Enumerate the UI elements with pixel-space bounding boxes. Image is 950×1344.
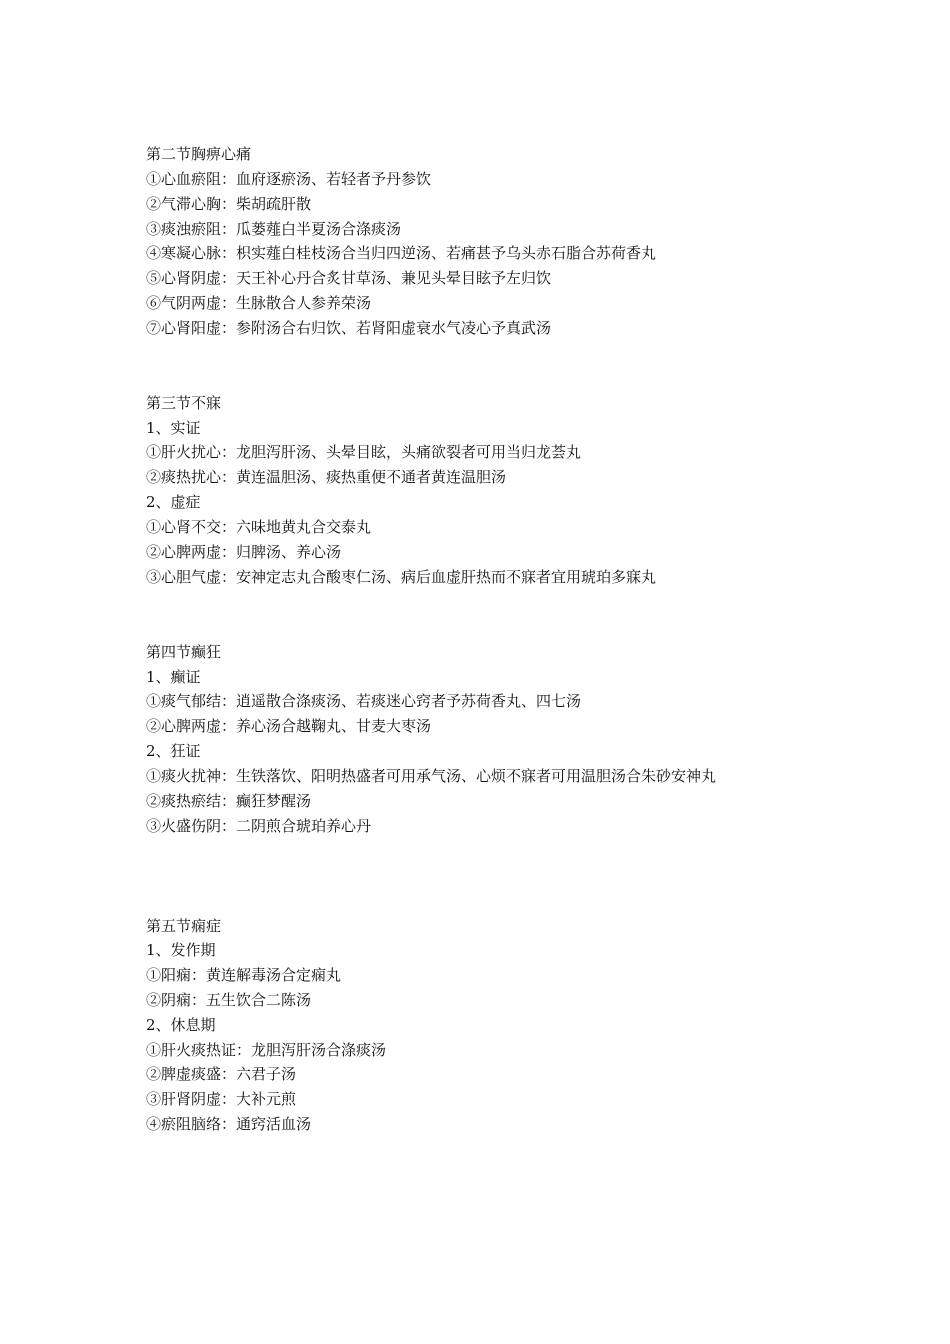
- text-line: ①心肾不交：六味地黄丸合交泰丸: [146, 518, 372, 536]
- text-line: ②心脾两虚：养心汤合越鞠丸、甘麦大枣汤: [146, 717, 432, 735]
- text-line: ②痰热扰心：黄连温胆汤、痰热重便不通者黄连温胆汤: [146, 468, 507, 486]
- subsection-heading: 1、实证: [146, 419, 201, 437]
- text-line: ④寒凝心脉：枳实薤白桂枝汤合当归四逆汤、若痛甚予乌头赤石脂合苏荷香丸: [146, 244, 657, 262]
- text-line: ①心血瘀阻：血府逐瘀汤、若轻者予丹参饮: [146, 170, 432, 188]
- text-line: ⑥气阴两虚：生脉散合人参养荣汤: [146, 294, 372, 312]
- text-line: ④瘀阻脑络：通窍活血汤: [146, 1115, 312, 1133]
- subsection-heading: 1、癫证: [146, 668, 201, 686]
- text-line: ①痰火扰神：生铁落饮、阳明热盛者可用承气汤、心烦不寐者可用温胆汤合朱砂安神丸: [146, 767, 717, 785]
- text-line: ③痰浊瘀阻：瓜蒌薤白半夏汤合涤痰汤: [146, 220, 402, 238]
- text-line: ③心胆气虚：安神定志丸合酸枣仁汤、病后血虚肝热而不寐者宜用琥珀多寐丸: [146, 568, 657, 586]
- text-line: ②心脾两虚：归脾汤、养心汤: [146, 543, 342, 561]
- subsection-heading: 2、虚症: [146, 493, 201, 511]
- text-line: ⑦心肾阳虚：参附汤合右归饮、若肾阳虚衰水气凌心予真武汤: [146, 319, 552, 337]
- section-title: 第五节痫症: [146, 917, 222, 935]
- text-line: ③肝肾阴虚：大补元煎: [146, 1090, 297, 1108]
- subsection-heading: 1、发作期: [146, 941, 216, 959]
- subsection-heading: 2、休息期: [146, 1016, 216, 1034]
- text-line: ②脾虚痰盛：六君子汤: [146, 1065, 297, 1083]
- text-line: ①痰气郁结：逍遥散合涤痰汤、若痰迷心窍者予苏荷香丸、四七汤: [146, 692, 582, 710]
- section-title: 第三节不寐: [146, 394, 222, 412]
- text-line: ②阴痫：五生饮合二陈汤: [146, 991, 312, 1009]
- text-line: ②气滞心胸：柴胡疏肝散: [146, 195, 312, 213]
- text-line: ⑤心肾阴虚：天王补心丹合炙甘草汤、兼见头晕目眩予左归饮: [146, 269, 552, 287]
- section-title: 第二节胸痹心痛: [146, 145, 252, 163]
- text-line: ③火盛伤阴：二阴煎合琥珀养心丹: [146, 817, 372, 835]
- subsection-heading: 2、狂证: [146, 742, 201, 760]
- text-line: ①肝火痰热证：龙胆泻肝汤合涤痰汤: [146, 1041, 387, 1059]
- text-line: ①肝火扰心：龙胆泻肝汤、头晕目眩，头痛欲裂者可用当归龙荟丸: [146, 443, 582, 461]
- text-line: ①阳痫：黄连解毒汤合定痫丸: [146, 966, 342, 984]
- section-title: 第四节癫狂: [146, 643, 222, 661]
- text-line: ②痰热瘀结：癫狂梦醒汤: [146, 792, 312, 810]
